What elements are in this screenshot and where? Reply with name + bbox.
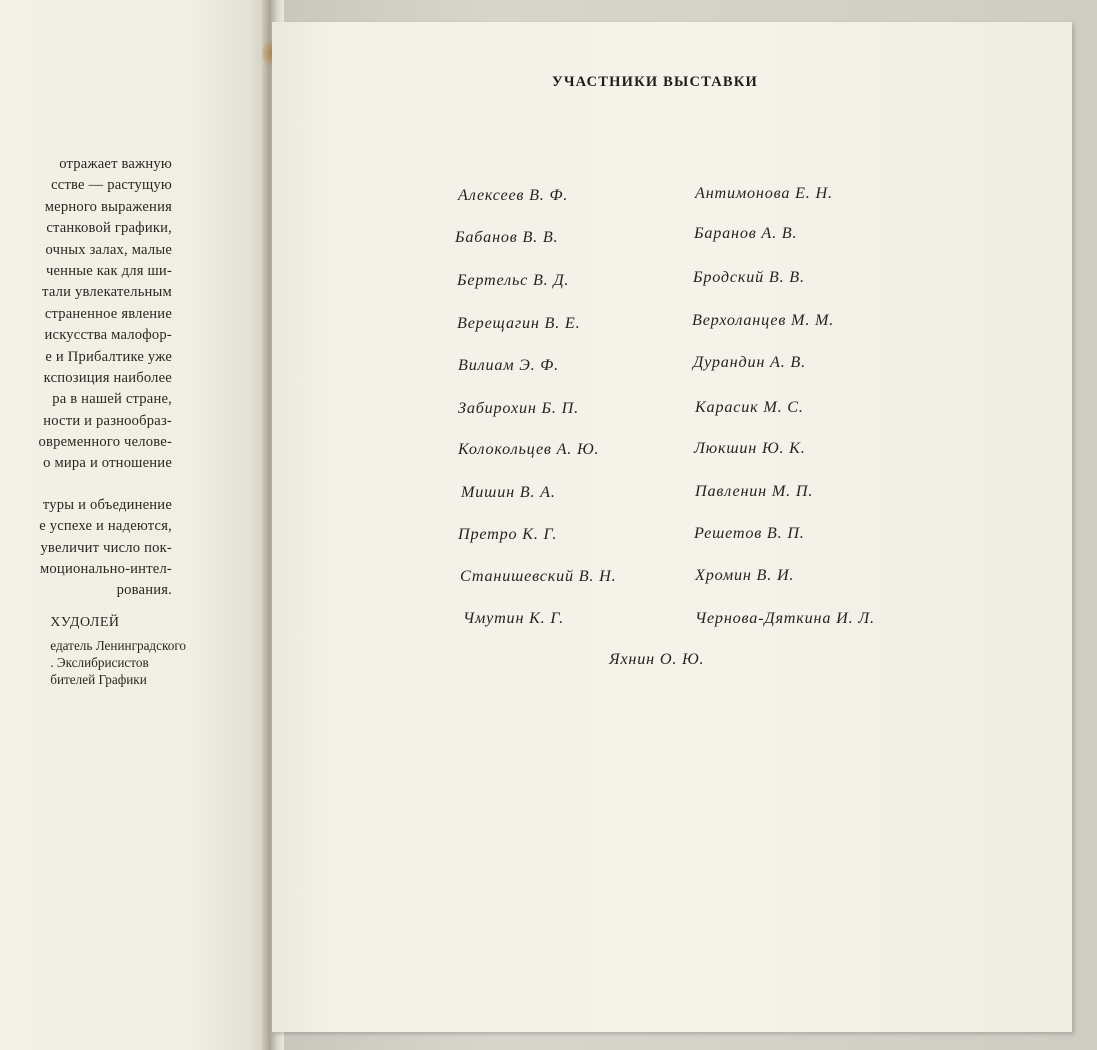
text-line: мерного выражения [44, 198, 172, 215]
text-line: ра в нашей стране, [52, 391, 172, 408]
signature-line: . Экслибрисистов [50, 655, 149, 670]
participant-name: Хромин В. И. [695, 566, 795, 584]
text-line: ченные как для ши- [45, 262, 172, 279]
participant-name: Бродский В. В. [693, 268, 805, 286]
participant-name: Мишин В. А. [461, 483, 556, 501]
text-line: станковой графики, [46, 220, 172, 237]
participant-name: Верещагин В. Е. [457, 314, 581, 332]
text-line: отражает важную [59, 156, 172, 172]
participant-name: Бертельс В. Д. [457, 271, 570, 289]
participant-name: Антимонова Е. Н. [695, 184, 833, 202]
participant-name: Павленин М. П. [695, 482, 814, 500]
text-line: е и Прибалтике уже [45, 348, 172, 365]
participant-name: Станишевский В. Н. [460, 567, 617, 585]
text-line: о мира и отношение [43, 455, 172, 472]
participant-name: Верхоланцев М. М. [692, 311, 835, 329]
text-line: е успехе и надеются, [39, 518, 172, 535]
text-line: ности и разнообраз- [43, 412, 172, 429]
participant-name: Чернова-Дяткина И. Л. [695, 609, 875, 627]
text-line: тали увлекательным [42, 284, 172, 301]
left-page [0, 0, 270, 1050]
participant-name: Колокольцев А. Ю. [458, 440, 600, 458]
participant-name: Алексеев В. Ф. [458, 186, 569, 204]
text-line: сстве — растущую [51, 177, 172, 194]
participant-name-last: Яхнин О. Ю. [609, 650, 705, 668]
participant-name: Вилиам Э. Ф. [458, 356, 559, 374]
participant-name: Решетов В. П. [694, 524, 805, 542]
participant-name: Забирохин Б. П. [458, 399, 579, 417]
left-page-text [0, 154, 172, 602]
signature-name: ХУДОЛЕЙ [50, 615, 120, 630]
text-line: моционально-интел- [40, 561, 172, 578]
paragraph-gap [0, 475, 172, 495]
text-line: туры и объединение [42, 496, 172, 513]
participant-name: Баранов А. В. [694, 224, 798, 242]
text-line: кспозиция наиболее [43, 369, 172, 386]
text-line: рования. [116, 582, 172, 599]
signature-block [50, 614, 186, 688]
text-line: увеличит число пок- [40, 539, 172, 556]
signature-line: едатель Ленинградского [50, 638, 186, 653]
page-title: УЧАСТНИКИ ВЫСТАВКИ [551, 74, 758, 90]
participant-name: Чмутин К. Г. [463, 609, 565, 627]
text-line: овременного челове- [38, 434, 172, 451]
text-line: очных залах, малые [45, 241, 172, 258]
text-line: искусства малофор- [44, 327, 172, 344]
right-page [272, 22, 1072, 1032]
participant-name: Люкшин Ю. К. [694, 439, 806, 457]
participant-name: Карасик М. С. [695, 398, 804, 416]
signature-line: бителей Графики [50, 672, 147, 687]
text-line: страненное явление [44, 305, 172, 322]
participant-name: Дурандин А. В. [693, 353, 806, 371]
participant-name: Претро К. Г. [458, 525, 558, 543]
participant-name: Бабанов В. В. [455, 228, 559, 246]
